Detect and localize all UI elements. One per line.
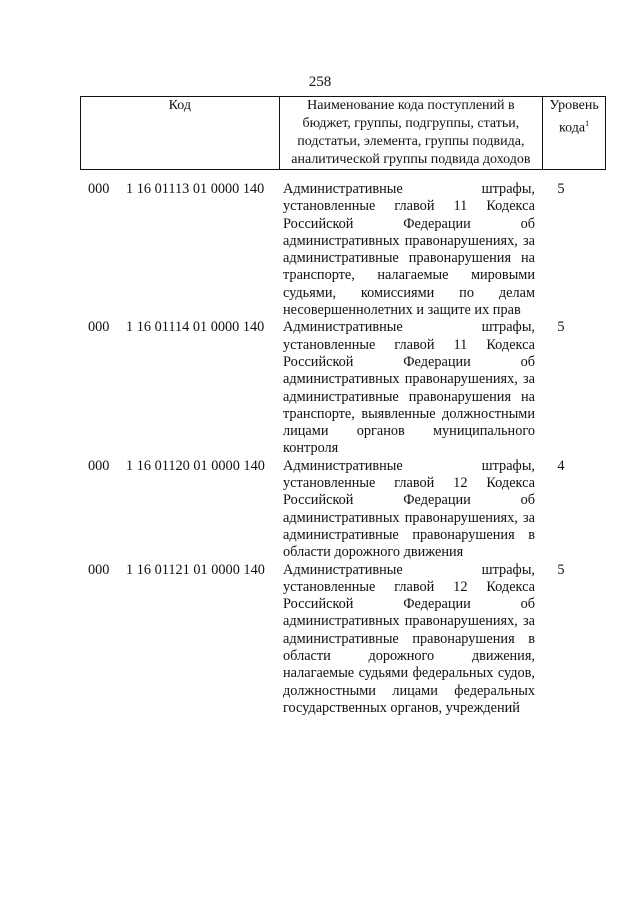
footnote-mark: 1 [585, 119, 590, 128]
budget-code: 1 16 01114 01 0000 140 [126, 319, 265, 336]
code-level: 5 [557, 181, 565, 197]
header-name-line: подстатьи, элемента, группы подвида, [297, 134, 525, 149]
header-level [543, 97, 606, 170]
code-row [80, 319, 606, 457]
code-level: 5 [557, 561, 565, 578]
description-line: Административные штрафы, [283, 457, 535, 474]
description-line: судьями, комиссиями по делам [283, 284, 535, 301]
description-line: контроля [283, 440, 339, 457]
header-level-line [545, 115, 603, 138]
code-level: 4 [557, 457, 565, 474]
code-description [283, 181, 535, 319]
admin-code: 000 [88, 319, 110, 336]
admin-code: 000 [88, 457, 110, 474]
budget-code: 1 16 01121 01 0000 140 [126, 561, 265, 578]
description-line: установленные главой 12 Кодекса [283, 578, 535, 595]
description-line: административных правонарушениях, за [283, 509, 535, 526]
description-line: административные правонарушения на [283, 250, 535, 267]
description-line: установленные главой 11 Кодекса [283, 198, 535, 215]
description-line: Административные штрафы, [283, 319, 535, 336]
description-line: административные правонарушения в [283, 526, 535, 543]
description-line: государственных органов, учреждений [283, 699, 520, 716]
code-row [80, 562, 606, 718]
description-line: области дорожного движения [283, 544, 464, 561]
description-line: области дорожного движения, [283, 648, 535, 665]
description-line: налагаемые судьями федеральных судов, [283, 665, 535, 682]
header-code: Код [81, 97, 280, 170]
description-line: установленные главой 11 Кодекса [283, 336, 535, 353]
description-line: административных правонарушениях, за [283, 232, 535, 249]
header-name [279, 97, 543, 170]
code-level: 5 [557, 319, 565, 336]
code-description [283, 562, 535, 718]
admin-code: 000 [88, 561, 110, 578]
admin-code: 000 [88, 181, 110, 197]
description-line: лицами органов муниципального [283, 423, 535, 440]
description-line: несовершеннолетних и защите их прав [283, 302, 521, 319]
code-description [283, 319, 535, 457]
header-name-line: бюджет, группы, подгруппы, статьи, [302, 116, 520, 131]
description-line: Административные штрафы, [283, 561, 535, 578]
description-line: должностными лицами федеральных [283, 682, 535, 699]
description-line: Российской Федерации об [283, 353, 535, 370]
description-line: Административные штрафы, [283, 181, 535, 197]
header-level-line: Уровень [549, 98, 599, 113]
description-line: административных правонарушениях, за [283, 613, 535, 630]
description-line: установленные главой 12 Кодекса [283, 475, 535, 492]
header-level-label: кода [559, 120, 586, 136]
header-table [80, 96, 606, 170]
budget-code: 1 16 01113 01 0000 140 [126, 181, 265, 197]
header-name-line: аналитической группы подвида доходов [291, 152, 531, 167]
description-line: административные правонарушения в [283, 630, 535, 647]
budget-code: 1 16 01120 01 0000 140 [126, 457, 265, 474]
description-line: Российской Федерации об [283, 215, 535, 232]
page-number: 258 [308, 74, 332, 90]
description-line: административных правонарушениях, за [283, 371, 535, 388]
code-list [80, 181, 606, 717]
description-line: Российской Федерации об [283, 596, 535, 613]
code-description [283, 458, 535, 562]
code-row [80, 458, 606, 562]
description-line: транспорте, выявленные должностными [283, 405, 535, 422]
description-line: транспорте, налагаемые мировыми [283, 267, 535, 284]
header-name-line: Наименование кода поступлений в [307, 98, 515, 113]
description-line: Российской Федерации об [283, 492, 535, 509]
code-row [80, 181, 606, 319]
description-line: административные правонарушения на [283, 388, 535, 405]
